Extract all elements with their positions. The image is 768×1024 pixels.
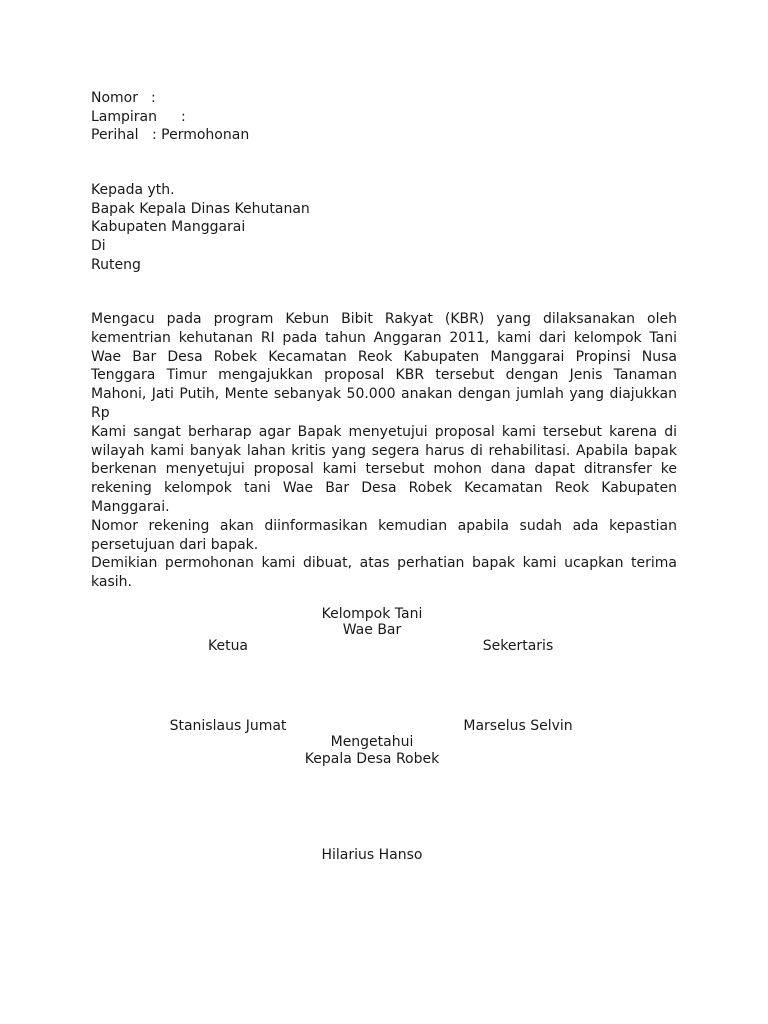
body-paragraph-2: Kami sangat berharap agar Bapak menyetujui proposal kami tersebut karena di wilayah kami banyak lahan kritis yang segera harus di rehabilitasi. Apabila bapak berkenan menyetujui proposal kami tersebut mohon dana dapat ditransfer ke rekening kelompok tani Wae Bar Desa Robek Kecamatan Reok Kabupaten Manggarai. (91, 423, 677, 515)
sekertaris-title: Sekertaris (482, 638, 554, 654)
ketua-name: Stanislaus Jumat (169, 718, 287, 734)
body-paragraph-3: Nomor rekening akan diinformasikan kemudian apabila sudah ada kepastian persetujuan dari bapak. (91, 517, 677, 553)
lampiran-line (91, 108, 186, 126)
kepala-desa-title: Kepala Desa Robek (304, 751, 440, 767)
body-paragraph-4: Demikian permohonan kami dibuat, atas perhatian bapak kami ucapkan terima kasih. (91, 555, 677, 591)
recipient-city: Ruteng (91, 257, 141, 273)
nomor-label: Nomor (91, 90, 138, 106)
nomor-separator: : (151, 90, 156, 106)
nomor-line (91, 89, 156, 107)
letter-body (91, 310, 677, 592)
perihal-label: Perihal (91, 127, 139, 143)
sekertaris-name: Marselus Selvin (463, 718, 573, 734)
ketua-title: Ketua (207, 638, 249, 654)
recipient-greeting: Kepada yth. (91, 182, 175, 198)
group-name-line2: Wae Bar (342, 622, 402, 638)
recipient-di: Di (91, 238, 106, 254)
perihal-value: : Permohonan (152, 127, 250, 143)
body-paragraph-1: Mengacu pada program Kebun Bibit Rakyat (KBR) yang dilaksanakan oleh kementrian kehutanan RI pada tahun Anggaran 2011, kami dari kelompok Tani Wae Bar Desa Robek Kecamatan Reok Kabupaten Manggarai Propinsi Nusa Tenggara Timur mengajukkan proposal KBR tersebut dengan Jenis Tanaman Mahoni, Jati Putih, Mente sebanyak 50.000 anakan dengan jumlah yang diajukkan Rp (91, 311, 677, 421)
mengetahui-label: Mengetahui (330, 734, 414, 750)
recipient-title: Bapak Kepala Dinas Kehutanan (91, 201, 310, 217)
recipient-region: Kabupaten Manggarai (91, 219, 246, 235)
group-name-line1: Kelompok Tani (321, 606, 423, 622)
perihal-line (91, 126, 249, 144)
lampiran-separator: : (181, 109, 186, 125)
kepala-desa-name: Hilarius Hanso (321, 847, 423, 863)
lampiran-label: Lampiran (91, 109, 158, 125)
